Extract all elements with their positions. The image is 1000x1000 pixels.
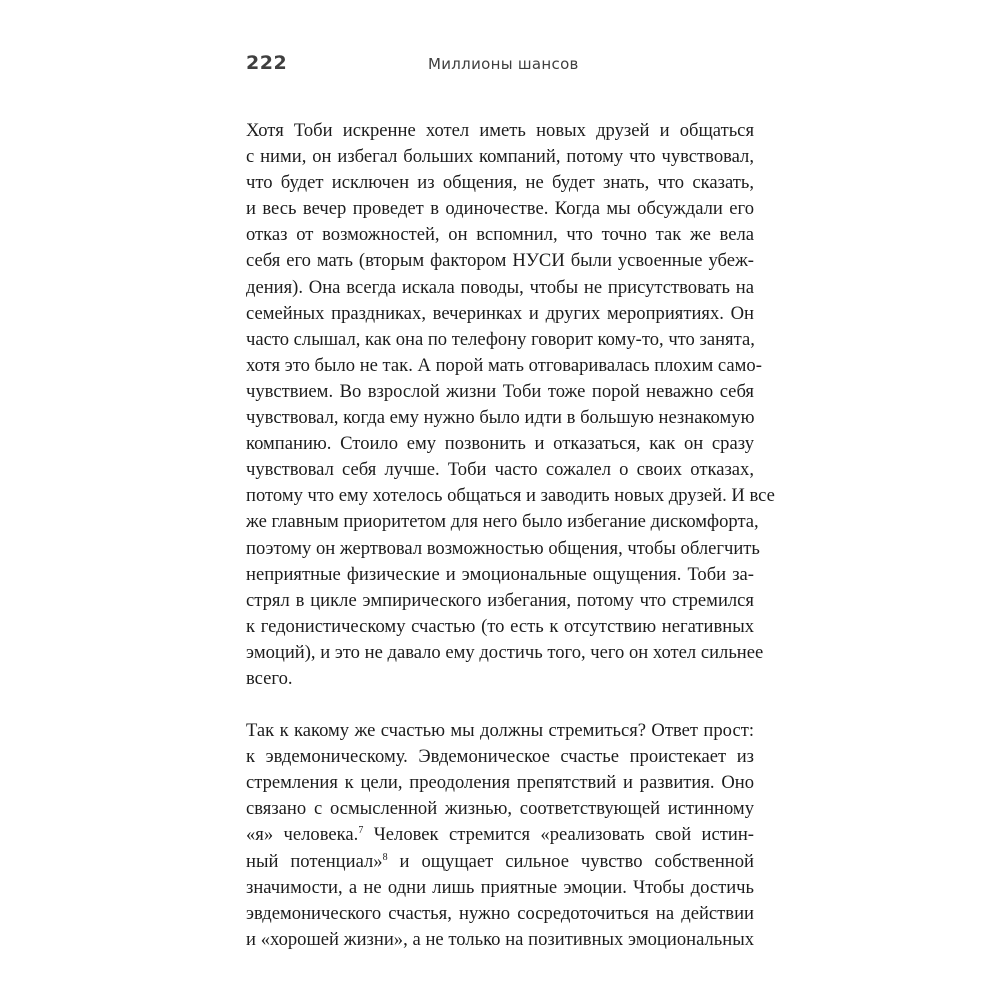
page-header [246,52,756,82]
text-line: и «хорошей жизни», а не только на позитивных эмоциональных [246,928,754,950]
running-title: Миллионы шансов [428,55,579,73]
text-segment: ный потенциал» [246,850,383,872]
text-line: неприятные физические и эмоциональные ощущения. Тоби за- [246,563,754,585]
text-line: к гедонистическому счастью (то есть к отсутствию негативных [246,615,754,637]
text-line: же главным приоритетом для него было избегание дискомфорта, [246,511,759,533]
page-number: 222 [246,52,288,74]
text-line-with-footnote [246,822,754,848]
text-line: что будет исключен из общения, не будет знать, что сказать, [246,172,754,194]
footnote-marker-7[interactable]: 7 [358,825,364,837]
text-line: значимости, а не одни лишь приятные эмоции. Чтобы достичь [246,876,754,898]
text-segment: и ощущает сильное чувство собственной [387,850,754,872]
text-line: всего. [246,667,293,689]
text-line: стрял в цикле эмпирического избегания, потому что стремился [246,589,754,611]
footnote-marker-8[interactable]: 8 [382,851,388,863]
text-line: поэтому он жертвовал возможностью общения, чтобы облегчить [246,537,760,559]
text-line: семейных праздниках, вечеринках и других мероприятиях. Он [246,302,754,324]
paragraph-1 [246,118,775,692]
text-line: потому что ему хотелось общаться и заводить новых друзей. И все [246,485,775,507]
text-line: отказ от возможностей, он вспомнил, что точно так же вела [246,224,754,246]
text-line: эмоций), и это не давало ему достичь того, чего он хотел сильнее [246,641,764,663]
text-line: чувствием. Во взрослой жизни Тоби тоже порой неважно себя [246,380,754,402]
text-segment: Человек стремится «реализовать свой истин- [363,824,754,846]
text-line: Так к какому же счастью мы должны стремиться? Ответ прост: [246,720,754,742]
text-line: и весь вечер проведет в одиночестве. Когда мы обсуждали его [246,198,754,220]
text-line: дения). Она всегда искала поводы, чтобы не присутствовать на [246,276,754,298]
paragraph-gap [246,692,754,718]
text-line: себя его мать (вторым фактором НУСИ были усвоенные убеж- [246,250,754,272]
body-text [246,118,775,953]
text-segment: «я» человека. [246,824,359,846]
text-line: чувствовал, когда ему нужно было идти в большую незнакомую [246,407,755,429]
text-line: с ними, он избегал больших компаний, потому что чувствовал, [246,146,754,168]
text-line: хотя это было не так. А порой мать отговаривалась плохим само- [246,354,762,376]
text-line: часто слышал, как она по телефону говорит кому-то, что занята, [246,328,755,350]
text-line: чувствовал себя лучше. Тоби часто сожалел о своих отказах, [246,459,754,481]
text-line: к эвдемоническому. Эвдемоническое счастье проистекает из [246,746,754,768]
paragraph-2 [246,718,754,953]
text-line: стремления к цели, преодоления препятствий и развития. Оно [246,772,754,794]
text-line-with-footnote [246,849,754,875]
text-line: эвдемонического счастья, нужно сосредоточиться на действии [246,902,754,924]
text-line: компанию. Стоило ему позвонить и отказаться, как он сразу [246,433,754,455]
text-line: связано с осмысленной жизнью, соответствующей истинному [246,798,754,820]
text-line: Хотя Тоби искренне хотел иметь новых друзей и общаться [246,120,754,141]
